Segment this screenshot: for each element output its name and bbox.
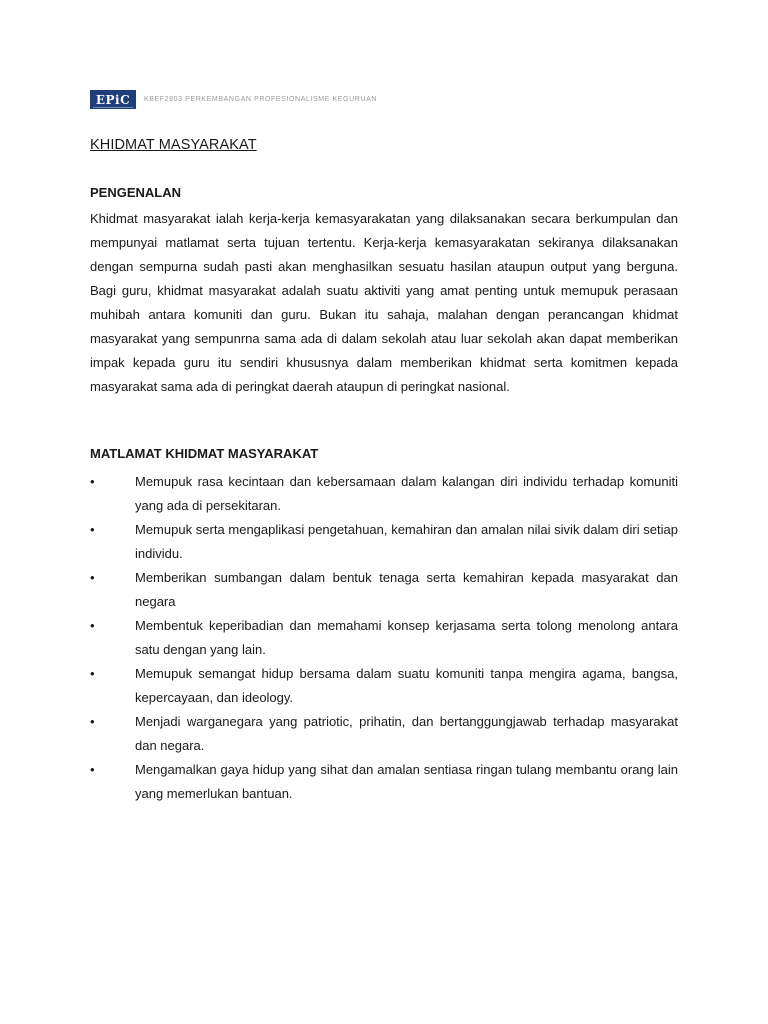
list-item: [90, 662, 678, 710]
logo-text: EPiC: [95, 92, 131, 107]
page-header: [90, 90, 377, 109]
bullet-icon: •: [90, 666, 95, 681]
goal-text: Membentuk keperibadian dan memahami konsep kerjasama serta tolong menolong antara satu dengan yang lain.: [135, 618, 678, 657]
bullet-icon: •: [90, 570, 95, 585]
page-title: KHIDMAT MASYARAKAT: [90, 137, 257, 153]
intro-heading: PENGENALAN: [90, 185, 182, 200]
bullet-icon: •: [90, 618, 95, 633]
list-item: [90, 758, 678, 806]
goal-text: Menjadi warganegara yang patriotic, prihatin, dan bertanggungjawab terhadap masyarakat dan negara.: [135, 714, 678, 753]
goals-list: [90, 470, 678, 806]
logo-underline: [93, 107, 133, 108]
bullet-icon: •: [90, 714, 95, 729]
list-item: [90, 518, 678, 566]
list-item: [90, 566, 678, 614]
goal-text: Memberikan sumbangan dalam bentuk tenaga serta kemahiran kepada masyarakat dan negara: [135, 570, 678, 609]
intro-paragraph: Khidmat masyarakat ialah kerja-kerja kemasyarakatan yang dilaksanakan secara berkumpulan dan mempunyai matlamat serta tujuan tertentu. Kerja-kerja kemasyarakatan sekiranya dilaksanakan dengan sempurna sudah pasti akan menghasilkan sesuatu hasilan ataupun output yang berguna. Bagi guru, khidmat masyarakat adalah suatu aktiviti yang amat penting untuk memupuk perasaan muhibah antara komuniti dan guru. Bukan itu sahaja, malahan dengan perancangan khidmat masyarakat yang sempunrna sama ada di dalam sekolah atau luar sekolah akan dapat memberikan impak kepada guru itu sendiri khususnya dalam memberikan khidmat serta komitmen kepada masyarakat sama ada di peringkat daerah ataupun di peringkat nasional.: [90, 211, 678, 394]
list-item: [90, 710, 678, 758]
bullet-icon: •: [90, 474, 95, 489]
epic-logo: [90, 90, 136, 109]
goal-text: Mengamalkan gaya hidup yang sihat dan amalan sentiasa ringan tulang membantu orang lain yang memerlukan bantuan.: [135, 762, 678, 801]
list-item: [90, 470, 678, 518]
goal-text: Memupuk serta mengaplikasi pengetahuan, kemahiran dan amalan nilai sivik dalam diri setiap individu.: [135, 522, 678, 561]
goal-text: Memupuk rasa kecintaan dan kebersamaan dalam kalangan diri individu terhadap komuniti yang ada di persekitaran.: [135, 474, 678, 513]
list-item: [90, 614, 678, 662]
course-code-text: KBEF2803 PERKEMBANGAN PROFESIONALISME KEGURUAN: [144, 96, 377, 103]
bullet-icon: •: [90, 522, 95, 537]
goal-text: Memupuk semangat hidup bersama dalam suatu komuniti tanpa mengira agama, bangsa, kepercayaan, dan ideology.: [135, 666, 678, 705]
bullet-icon: •: [90, 762, 95, 777]
goals-heading: MATLAMAT KHIDMAT MASYARAKAT: [90, 446, 319, 461]
